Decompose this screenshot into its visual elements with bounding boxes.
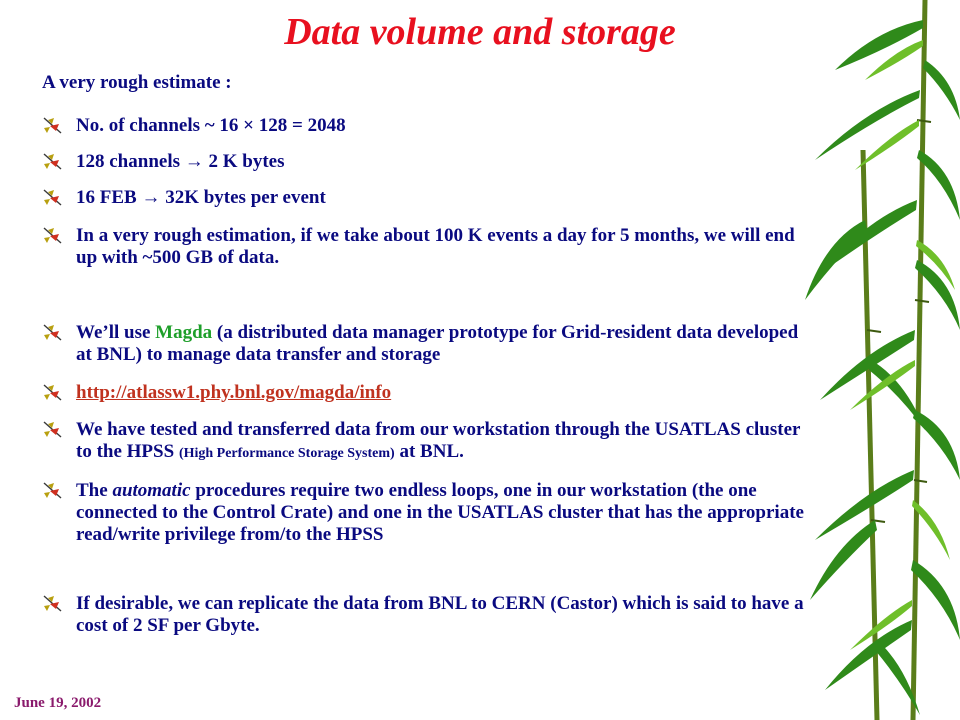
bullet-magda: We’ll use Magda (a distributed data manager prototype for Grid-resident data developed at BNL) to manage data transfer and storage	[42, 322, 817, 366]
bullet-arrow-icon	[42, 323, 64, 341]
bullet-arrow-icon	[42, 594, 64, 612]
bullet-channel-bytes: 128 channels → 2 K bytes	[42, 151, 817, 173]
hpss-expansion: (High Performance Storage System)	[178, 446, 395, 461]
bullet-feb-bytes: 16 FEB → 32K bytes per event	[42, 187, 817, 209]
bullet-estimation: In a very rough estimation, if we take about 100 K events a day for 5 months, we will end up with ~500 GB of data.	[42, 225, 817, 269]
bullet-hpss: We have tested and transferred data from our workstation through the USATLAS cluster to the HPSS (High Performance Storage System) at BNL.	[42, 419, 817, 465]
bullet-arrow-icon	[42, 420, 64, 438]
footer-date: June 19, 2002	[14, 695, 102, 711]
magda-info-link[interactable]: http://atlassw1.phy.bnl.gov/magda/info	[76, 382, 392, 403]
bullet-castor: If desirable, we can replicate the data from BNL to CERN (Castor) which is said to have a cost of 2 SF per Gbyte.	[42, 593, 817, 637]
bullet-automatic: The automatic procedures require two endless loops, one in our workstation (the one connected to the Control Crate) and one in the USATLAS cluster that has the appropriate read/write privilege from/to the HPSS	[42, 480, 817, 546]
bullet-channels: No. of channels ~ 16 × 128 = 2048	[42, 115, 817, 137]
bullet-arrow-icon	[42, 116, 64, 134]
bullet-arrow-icon	[42, 152, 64, 170]
slide-title: Data volume and storage	[284, 11, 676, 53]
subtitle: A very rough estimate :	[42, 72, 232, 93]
bullet-arrow-icon	[42, 383, 64, 401]
automatic-word: automatic	[112, 480, 191, 501]
bullet-arrow-icon	[42, 481, 64, 499]
bullet-arrow-icon	[42, 188, 64, 206]
magda-highlight: Magda	[155, 322, 213, 343]
bullet-arrow-icon	[42, 226, 64, 244]
bamboo-decoration	[805, 0, 960, 720]
bullet-link	[42, 382, 817, 404]
